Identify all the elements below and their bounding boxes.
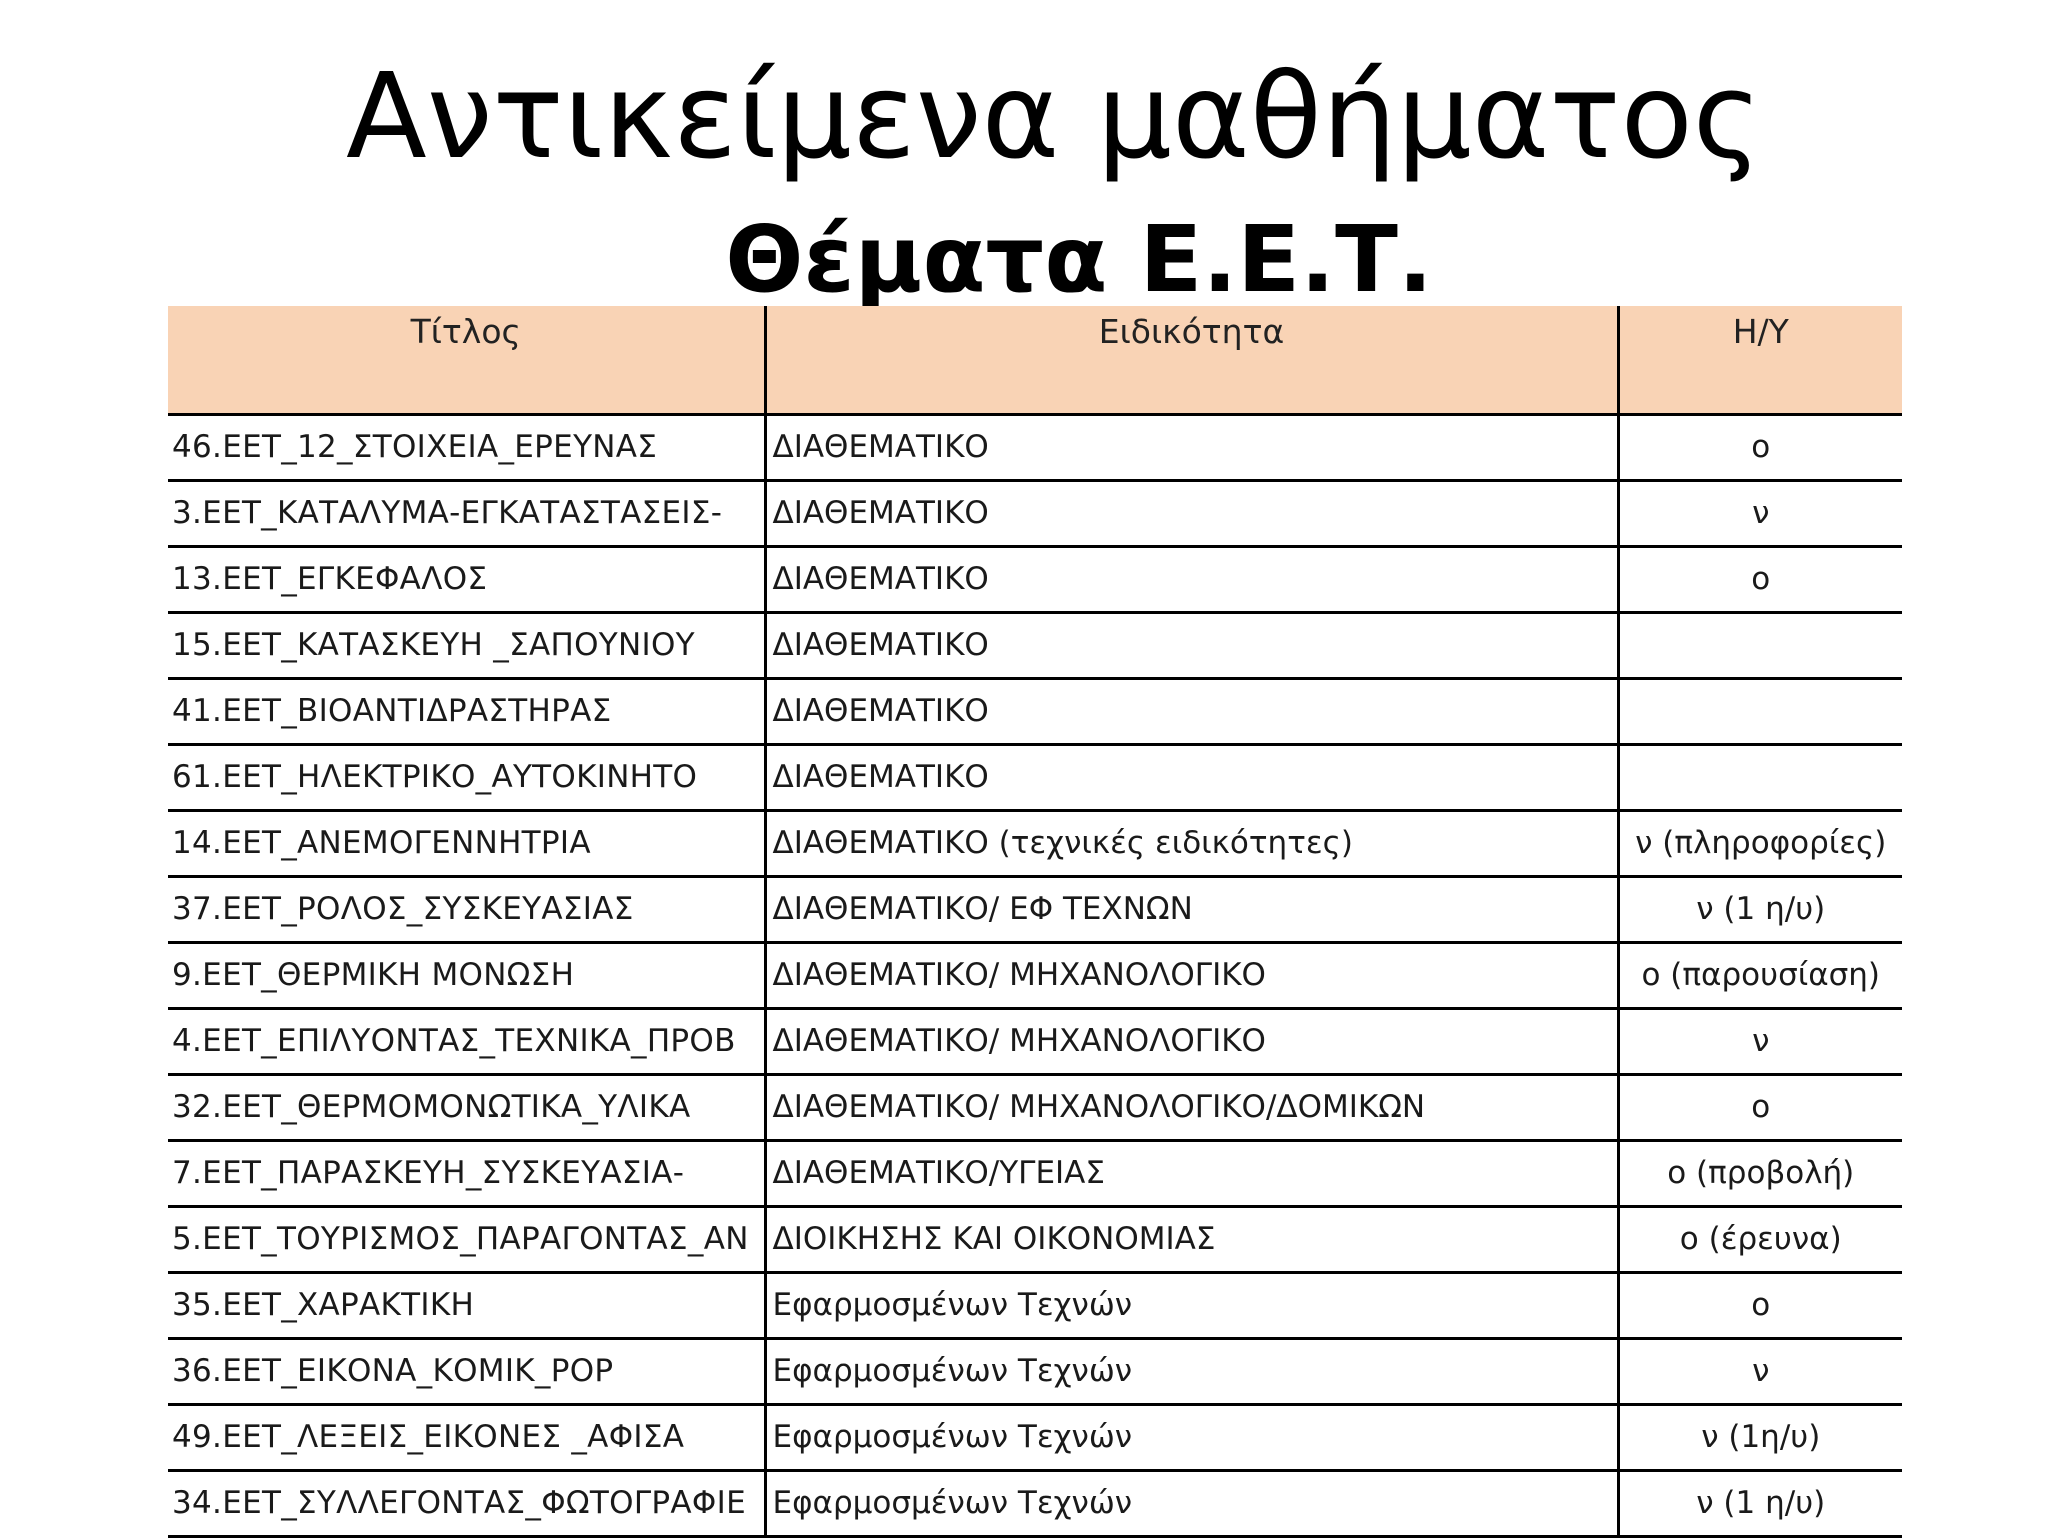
topic-title-cell: 41.ΕΕΤ_ΒΙΟΑΝΤΙΔΡΑΣΤΗΡΑΣ: [168, 678, 765, 744]
specialty-cell: ΔΙΑΘΕΜΑΤΙΚΟ (τεχνικές ειδικότητες): [765, 810, 1618, 876]
header-computer: Η/Υ: [1618, 306, 1902, 414]
computer-cell: ο (παρουσίαση): [1618, 942, 1902, 1008]
topic-title-cell: 14.ΕΕΤ_ΑΝΕΜΟΓΕΝΝΗΤΡΙΑ: [168, 810, 765, 876]
specialty-cell: ΔΙΑΘΕΜΑΤΙΚΟ: [765, 546, 1618, 612]
specialty-cell: ΔΙΟΙΚΗΣΗΣ ΚΑΙ ΟΙΚΟΝΟΜΙΑΣ: [765, 1206, 1618, 1272]
topic-title-cell: 9.ΕΕΤ_ΘΕΡΜΙΚΗ ΜΟΝΩΣΗ: [168, 942, 765, 1008]
table-row: [168, 678, 1902, 744]
computer-cell: ν (1 η/υ): [1618, 1470, 1902, 1536]
header-title: Τίτλος: [168, 306, 765, 414]
computer-cell: ο: [1618, 1074, 1902, 1140]
table-row: [168, 810, 1902, 876]
specialty-cell: ΔΙΑΘΕΜΑΤΙΚΟ: [765, 678, 1618, 744]
table-row: [168, 612, 1902, 678]
specialty-cell: Εφαρμοσμένων Τεχνών: [765, 1272, 1618, 1338]
computer-cell: ν: [1618, 1008, 1902, 1074]
table-row: [168, 942, 1902, 1008]
specialty-cell: ΔΙΑΘΕΜΑΤΙΚΟ/ ΜΗΧΑΝΟΛΟΓΙΚΟ: [765, 1008, 1618, 1074]
table-row: [168, 744, 1902, 810]
specialty-cell: Εφαρμοσμένων Τεχνών: [765, 1404, 1618, 1470]
table-body: [168, 414, 1902, 1536]
slide-subtitle: Θέματα Ε.Ε.Τ.: [725, 206, 1433, 313]
specialty-cell: ΔΙΑΘΕΜΑΤΙΚΟ/ ΕΦ ΤΕΧΝΩΝ: [765, 876, 1618, 942]
topic-title-cell: 61.ΕΕΤ_ΗΛΕΚΤΡΙΚΟ_ΑΥΤΟΚΙΝΗΤΟ: [168, 744, 765, 810]
topic-title-cell: 15.ΕΕΤ_ΚΑΤΑΣΚΕΥΗ _ΣΑΠΟΥΝΙΟΥ: [168, 612, 765, 678]
header-row: [168, 306, 1902, 414]
computer-cell: [1618, 678, 1902, 744]
specialty-cell: Εφαρμοσμένων Τεχνών: [765, 1470, 1618, 1536]
computer-cell: ν (1 η/υ): [1618, 876, 1902, 942]
topic-title-cell: 13.ΕΕΤ_ΕΓΚΕΦΑΛΟΣ: [168, 546, 765, 612]
topic-title-cell: 35.ΕΕΤ_ΧΑΡΑΚΤΙΚΗ: [168, 1272, 765, 1338]
table-row: [168, 480, 1902, 546]
topic-title-cell: 46.ΕΕΤ_12_ΣΤΟΙΧΕΙΑ_ΕΡΕΥΝΑΣ: [168, 414, 765, 480]
table-row: [168, 876, 1902, 942]
computer-cell: [1618, 612, 1902, 678]
specialty-cell: ΔΙΑΘΕΜΑΤΙΚΟ/ ΜΗΧΑΝΟΛΟΓΙΚΟ/ΔΟΜΙΚΩΝ: [765, 1074, 1618, 1140]
table-row: [168, 1272, 1902, 1338]
computer-cell: ν (1η/υ): [1618, 1404, 1902, 1470]
topic-title-cell: 34.ΕΕΤ_ΣΥΛΛΕΓΟΝΤΑΣ_ΦΩΤΟΓΡΑΦΙΕ: [168, 1470, 765, 1536]
topic-title-cell: 36.ΕΕΤ_ΕΙΚΟΝΑ_ΚΟΜΙΚ_POP: [168, 1338, 765, 1404]
table-row: [168, 1140, 1902, 1206]
specialty-cell: ΔΙΑΘΕΜΑΤΙΚΟ: [765, 612, 1618, 678]
specialty-cell: ΔΙΑΘΕΜΑΤΙΚΟ: [765, 480, 1618, 546]
table-row: [168, 1206, 1902, 1272]
computer-cell: ο: [1618, 546, 1902, 612]
table-row: [168, 1008, 1902, 1074]
computer-cell: ο (έρευνα): [1618, 1206, 1902, 1272]
table-row: [168, 1404, 1902, 1470]
topic-title-cell: 7.ΕΕΤ_ΠΑΡΑΣΚΕΥΗ_ΣΥΣΚΕΥΑΣΙΑ-: [168, 1140, 765, 1206]
topic-title-cell: 49.ΕΕΤ_ΛΕΞΕΙΣ_ΕΙΚΟΝΕΣ _ΑΦΙΣΑ: [168, 1404, 765, 1470]
topic-title-cell: 37.ΕΕΤ_ΡΟΛΟΣ_ΣΥΣΚΕΥΑΣΙΑΣ: [168, 876, 765, 942]
topic-title-cell: 5.ΕΕΤ_ΤΟΥΡΙΣΜΟΣ_ΠΑΡΑΓΟΝΤΑΣ_ΑΝ: [168, 1206, 765, 1272]
topics-table: [168, 306, 1902, 1538]
computer-cell: ο: [1618, 414, 1902, 480]
table-row: [168, 414, 1902, 480]
specialty-cell: ΔΙΑΘΕΜΑΤΙΚΟ: [765, 744, 1618, 810]
topic-title-cell: 32.ΕΕΤ_ΘΕΡΜΟΜΟΝΩΤΙΚΑ_ΥΛΙΚΑ: [168, 1074, 765, 1140]
table-row: [168, 1074, 1902, 1140]
computer-cell: ο (προβολή): [1618, 1140, 1902, 1206]
specialty-cell: ΔΙΑΘΕΜΑΤΙΚΟ/ΥΓΕΙΑΣ: [765, 1140, 1618, 1206]
computer-cell: ο: [1618, 1272, 1902, 1338]
table-row: [168, 1470, 1902, 1536]
table-row: [168, 1338, 1902, 1404]
slide-title: Αντικείμενα μαθήματος: [345, 47, 1763, 185]
specialty-cell: ΔΙΑΘΕΜΑΤΙΚΟ: [765, 414, 1618, 480]
computer-cell: [1618, 744, 1902, 810]
specialty-cell: ΔΙΑΘΕΜΑΤΙΚΟ/ ΜΗΧΑΝΟΛΟΓΙΚΟ: [765, 942, 1618, 1008]
topic-title-cell: 3.ΕΕΤ_ΚΑΤΑΛΥΜΑ-ΕΓΚΑΤΑΣΤΑΣΕΙΣ-: [168, 480, 765, 546]
table-header: [168, 306, 1902, 414]
computer-cell: ν: [1618, 1338, 1902, 1404]
table-row: [168, 546, 1902, 612]
topic-title-cell: 4.ΕΕΤ_ΕΠΙΛΥΟΝΤΑΣ_ΤΕΧΝΙΚΑ_ΠΡΟΒ: [168, 1008, 765, 1074]
computer-cell: ν (πληροφορίες): [1618, 810, 1902, 876]
header-specialty: Ειδικότητα: [765, 306, 1618, 414]
computer-cell: ν: [1618, 480, 1902, 546]
specialty-cell: Εφαρμοσμένων Τεχνών: [765, 1338, 1618, 1404]
